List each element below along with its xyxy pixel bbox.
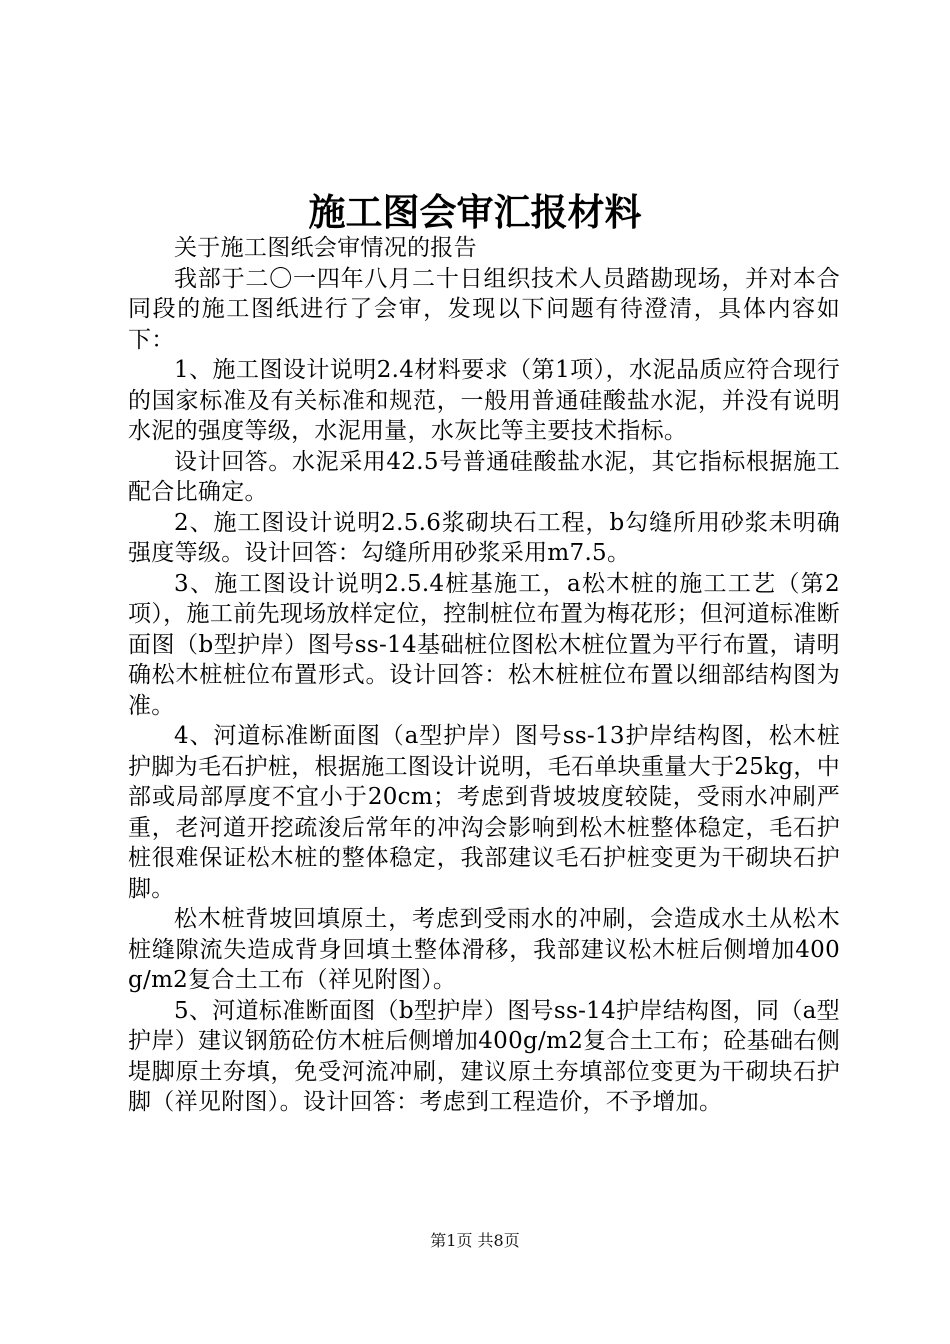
paragraph-intro: 我部于二〇一四年八月二十日组织技术人员踏勘现场，并对本合同段的施工图纸进行了会审，发现以下问题有待澄清，具体内容如下： xyxy=(128,265,840,353)
paragraph-item-1: 1、施工图设计说明2.4材料要求（第1项），水泥品质应符合现行的国家标准及有关标准和规范，一般用普通硅酸盐水泥，并没有说明水泥的强度等级，水泥用量，水灰比等主要技术指标。 xyxy=(128,357,840,444)
paragraph-item-3: 3、施工图设计说明2.5.4桩基施工，a松木桩的施工工艺（第2项），施工前先现场放样定位，控制桩位布置为梅花形；但河道标准断面图（b型护岸）图号ss-14基础桩位图松木桩位置为平行布置，请明确松木桩桩位布置形式。设计回答：松木桩桩位布置以细部结构图为准。 xyxy=(128,570,840,719)
document-body xyxy=(128,233,840,1118)
paragraph-report-heading: 关于施工图纸会审情况的报告 xyxy=(174,235,477,261)
document-title: 施工图会审汇报材料 xyxy=(308,190,642,234)
page-footer: 第1页 共8页 xyxy=(430,1231,520,1250)
paragraph-item-4: 4、河道标准断面图（a型护岸）图号ss-13护岸结构图，松木桩护脚为毛石护桩，根据施工图设计说明，毛石单块重量大于25kg，中部或局部厚度不宜小于20cm；考虑到背坡坡度较陡，受雨水冲刷严重，老河道开挖疏浚后常年的冲沟会影响到松木桩整体稳定，毛石护桩很难保证松木桩的整体稳定，我部建议毛石护桩变更为干砌块石护脚。 xyxy=(128,723,840,902)
paragraph-item-5: 5、河道标准断面图（b型护岸）图号ss-14护岸结构图，同（a型护岸）建议钢筋砼仿木桩后侧增加400g/m2复合土工布；砼基础右侧堤脚原土夯填，免受河流冲刷，建议原土夯填部位变更为干砌块石护脚（祥见附图）。设计回答：考虑到工程造价，不予增加。 xyxy=(128,997,840,1115)
paragraph-item-2: 2、施工图设计说明2.5.6浆砌块石工程，b勾缝所用砂浆未明确强度等级。设计回答：勾缝所用砂浆采用m7.5。 xyxy=(128,509,840,566)
paragraph-answer-1: 设计回答。水泥采用42.5号普通硅酸盐水泥，其它指标根据施工配合比确定。 xyxy=(128,448,840,505)
paragraph-item-4-supplement: 松木桩背坡回填原土，考虑到受雨水的冲刷，会造成水土从松木桩缝隙流失造成背身回填土整体滑移，我部建议松木桩后侧增加400g/m2复合土工布（祥见附图）。 xyxy=(128,906,840,993)
